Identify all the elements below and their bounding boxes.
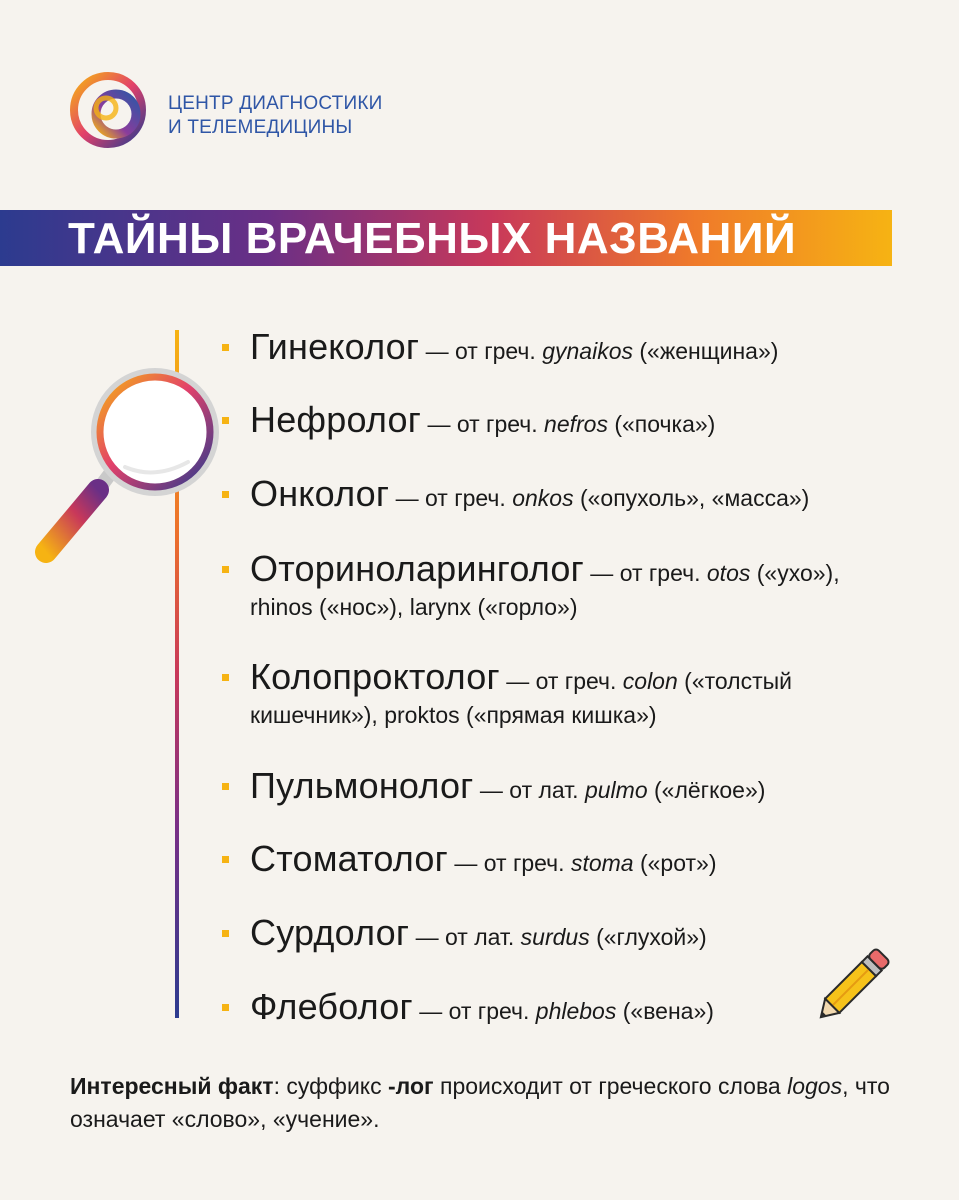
bullet-marker: [222, 783, 229, 790]
item-text: [250, 548, 910, 624]
item-origin: — от лат.: [409, 924, 521, 950]
center-logo: [66, 66, 156, 156]
item-meaning: («почка»): [607, 411, 716, 437]
item-text: [250, 473, 910, 515]
bullet-marker: [222, 491, 229, 498]
item-meaning: («толстый: [677, 668, 793, 694]
item-word: pulmo: [584, 777, 648, 803]
item-text: [250, 838, 910, 880]
fact-text-2: происходит от греческого слова: [433, 1073, 788, 1099]
brand-line-2: И ТЕЛЕМЕДИЦИНЫ: [168, 117, 353, 138]
item-meaning: («женщина»): [632, 338, 779, 364]
item-term: Оториноларинголог: [250, 548, 584, 589]
title-banner: [0, 210, 892, 266]
item-continuation: кишечник»), proktos («прямая кишка»): [250, 702, 657, 728]
item-text: [250, 326, 910, 368]
item-meaning: («рот»): [633, 850, 717, 876]
item-word: phlebos: [535, 998, 617, 1024]
item-word: gynaikos: [542, 338, 633, 364]
item-origin: — от греч.: [447, 850, 571, 876]
bullet-marker: [222, 856, 229, 863]
item-meaning: («вена»): [616, 998, 714, 1024]
item-term: Колопроктолог: [250, 656, 500, 697]
item-meaning: («опухоль», «масса»): [573, 485, 810, 511]
item-term: Флеболог: [250, 986, 413, 1027]
item-word: onkos: [512, 485, 574, 511]
item-continuation: rhinos («нос»), larynx («горло»): [250, 594, 578, 620]
item-origin: — от греч.: [499, 668, 623, 694]
item-meaning: («лёгкое»): [647, 777, 766, 803]
item-term: Стоматолог: [250, 838, 448, 879]
magnifier-icon: [30, 362, 230, 572]
brand-name: [168, 92, 382, 140]
bullet-marker: [222, 930, 229, 937]
bullet-marker: [222, 566, 229, 573]
item-origin: — от греч.: [421, 411, 545, 437]
item-meaning: («глухой»): [589, 924, 707, 950]
item-origin: — от греч.: [419, 338, 543, 364]
interesting-fact: [70, 1070, 890, 1136]
item-text: [250, 986, 910, 1028]
bullet-marker: [222, 417, 229, 424]
item-origin: — от лат.: [473, 777, 585, 803]
item-word: nefros: [544, 411, 608, 437]
item-text: [250, 656, 910, 732]
page-title: ТАЙНЫ ВРАЧЕБНЫХ НАЗВАНИЙ: [68, 214, 797, 263]
item-term: Пульмонолог: [250, 765, 474, 806]
item-term: Гинеколог: [250, 326, 420, 367]
item-term: Сурдолог: [250, 912, 410, 953]
item-text: [250, 912, 910, 954]
fact-text-1: : суффикс: [273, 1073, 389, 1099]
bullet-marker: [222, 344, 229, 351]
brand-line-1: ЦЕНТР ДИАГНОСТИКИ: [168, 93, 383, 114]
item-text: [250, 765, 910, 807]
item-word: otos: [706, 560, 751, 586]
fact-text-3: , что означает «слово», «учение».: [70, 1073, 890, 1132]
item-word: colon: [622, 668, 678, 694]
item-origin: — от греч.: [389, 485, 513, 511]
bullet-marker: [222, 1004, 229, 1011]
item-text: [250, 399, 910, 441]
item-term: Онколог: [250, 473, 390, 514]
item-term: Нефролог: [250, 399, 422, 440]
bullet-marker: [222, 674, 229, 681]
item-origin: — от греч.: [412, 998, 536, 1024]
item-word: surdus: [520, 924, 590, 950]
fact-label: Интересный факт: [70, 1073, 274, 1099]
fact-suffix: -лог: [388, 1073, 434, 1099]
item-word: stoma: [570, 850, 634, 876]
item-meaning: («ухо»),: [750, 560, 840, 586]
item-origin: — от греч.: [583, 560, 707, 586]
fact-word: logos: [787, 1073, 843, 1099]
